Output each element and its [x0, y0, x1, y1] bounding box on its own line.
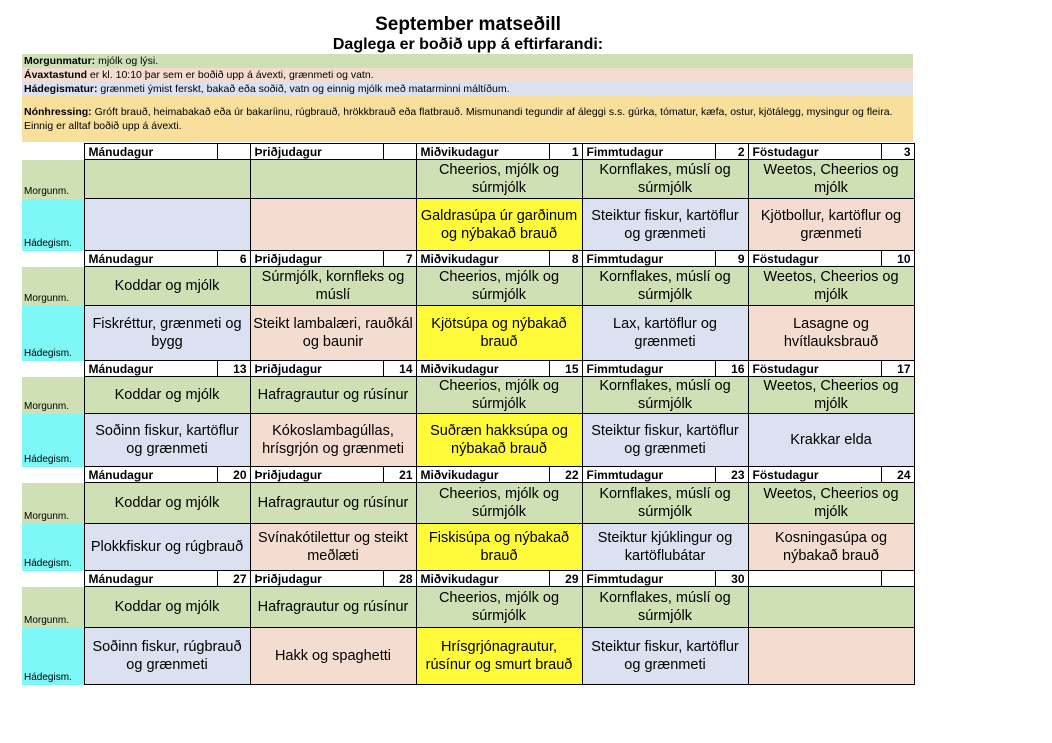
info-snack-label: Nónhressing:: [24, 106, 92, 118]
day-number: 3: [881, 144, 914, 160]
lunch-cell-tuesday: Steikt lambalæri, rauðkál og baunir: [250, 306, 416, 361]
day-number: 27: [217, 571, 250, 587]
breakfast-row: [22, 377, 914, 414]
day-name-tuesday: Þriðjudagur: [250, 467, 383, 483]
row-label-lunch: Hádegism.: [22, 414, 84, 467]
row-label-lunch: Hádegism.: [22, 524, 84, 571]
day-number: [383, 144, 416, 160]
day-number: 29: [549, 571, 582, 587]
breakfast-cell-tuesday: Hafragrautur og rúsínur: [250, 483, 416, 524]
breakfast-cell-thursday: Kornflakes, múslí og súrmjólk: [582, 587, 748, 628]
week-header-row: [22, 571, 914, 587]
day-number: 13: [217, 361, 250, 377]
breakfast-cell-thursday: Kornflakes, múslí og súrmjólk: [582, 267, 748, 306]
breakfast-cell-wednesday: Cheerios, mjólk og súrmjólk: [416, 483, 582, 524]
day-number: 8: [549, 251, 582, 267]
breakfast-row: [22, 483, 914, 524]
day-number: 23: [715, 467, 748, 483]
day-name-tuesday: Þriðjudagur: [250, 571, 383, 587]
day-name-friday: Föstudagur: [748, 467, 881, 483]
week-header-row: [22, 467, 914, 483]
breakfast-cell-wednesday: Cheerios, mjólk og súrmjólk: [416, 587, 582, 628]
day-number: 24: [881, 467, 914, 483]
page-title: September matseðill: [375, 14, 561, 35]
week-header-row: [22, 251, 914, 267]
day-name-wednesday: Miðvikudagur: [416, 571, 549, 587]
info-lunch-text: grænmeti ýmist ferskt, bakað eða soðið, vatn og einnig mjólk með matarminni máltíðum.: [97, 83, 510, 95]
day-number: 7: [383, 251, 416, 267]
breakfast-cell-friday: [748, 587, 914, 628]
lunch-cell-friday: Krakkar elda: [748, 414, 914, 467]
breakfast-cell-wednesday: Cheerios, mjólk og súrmjólk: [416, 160, 582, 199]
breakfast-cell-thursday: Kornflakes, múslí og súrmjólk: [582, 377, 748, 414]
lunch-cell-monday: [84, 199, 250, 251]
info-breakfast-label: Morgunmatur:: [24, 55, 96, 67]
info-snack-text: Gróft brauð, heimabakað eða úr bakaríinu, rúgbrauð, hrökkbrauð eða flatbrauð. Mismunandi tegundir af áleggi s.s. gúrka, tómatur, kæfa, ostur, kjötálegg, mysingur og fleira. Einnig er alltaf boðið upp á ávexti.: [24, 106, 893, 132]
lunch-cell-thursday: Steiktur fiskur, kartöflur og grænmeti: [582, 414, 748, 467]
day-name-tuesday: Þriðjudagur: [250, 361, 383, 377]
lunch-cell-thursday: Steiktur fiskur, kartöflur og grænmeti: [582, 628, 748, 685]
breakfast-row: [22, 267, 914, 306]
header-corner: [22, 467, 84, 483]
day-name-thursday: Fimmtudagur: [582, 251, 715, 267]
breakfast-cell-tuesday: [250, 160, 416, 199]
lunch-row: [22, 414, 914, 467]
breakfast-cell-monday: Koddar og mjólk: [84, 267, 250, 306]
day-number: 10: [881, 251, 914, 267]
lunch-cell-wednesday: Kjötsúpa og nýbakað brauð: [416, 306, 582, 361]
lunch-cell-monday: Soðinn fiskur, rúgbrauð og grænmeti: [84, 628, 250, 685]
row-label-lunch: Hádegism.: [22, 628, 84, 685]
day-number: 1: [549, 144, 582, 160]
menu-table: [22, 143, 915, 685]
day-name-monday: Mánudagur: [84, 571, 217, 587]
lunch-row: [22, 199, 914, 251]
breakfast-row: [22, 587, 914, 628]
row-label-lunch: Hádegism.: [22, 306, 84, 361]
lunch-cell-thursday: Steiktur kjúklingur og kartöflubátar: [582, 524, 748, 571]
lunch-cell-thursday: Lax, kartöflur og grænmeti: [582, 306, 748, 361]
info-afternoon-snack: [22, 96, 913, 142]
day-number: 6: [217, 251, 250, 267]
day-number: 15: [549, 361, 582, 377]
breakfast-row: [22, 160, 914, 199]
day-name-thursday: Fimmtudagur: [582, 571, 715, 587]
lunch-cell-monday: Plokkfiskur og rúgbrauð: [84, 524, 250, 571]
day-number: [881, 571, 914, 587]
lunch-cell-tuesday: Svínakótilettur og steikt meðlæti: [250, 524, 416, 571]
breakfast-cell-tuesday: Hafragrautur og rúsínur: [250, 377, 416, 414]
day-name-thursday: Fimmtudagur: [582, 467, 715, 483]
week-header-row: [22, 144, 914, 160]
day-number: 30: [715, 571, 748, 587]
lunch-cell-friday: Kjötbollur, kartöflur og grænmeti: [748, 199, 914, 251]
info-lunch: [22, 82, 913, 96]
header-corner: [22, 251, 84, 267]
day-name-thursday: Fimmtudagur: [582, 361, 715, 377]
day-name-monday: Mánudagur: [84, 251, 217, 267]
lunch-cell-monday: Fiskréttur, grænmeti og bygg: [84, 306, 250, 361]
day-number: 2: [715, 144, 748, 160]
breakfast-cell-friday: Weetos, Cheerios og mjólk: [748, 483, 914, 524]
day-number: 9: [715, 251, 748, 267]
day-name-wednesday: Miðvikudagur: [416, 251, 549, 267]
breakfast-cell-friday: Weetos, Cheerios og mjólk: [748, 267, 914, 306]
breakfast-cell-friday: Weetos, Cheerios og mjólk: [748, 377, 914, 414]
lunch-row: [22, 628, 914, 685]
header-corner: [22, 144, 84, 160]
lunch-cell-tuesday: [250, 199, 416, 251]
lunch-cell-wednesday: Fiskisúpa og nýbakað brauð: [416, 524, 582, 571]
day-name-friday: Föstudagur: [748, 144, 881, 160]
day-number: 21: [383, 467, 416, 483]
day-number: 28: [383, 571, 416, 587]
day-number: [217, 144, 250, 160]
breakfast-cell-monday: Koddar og mjólk: [84, 377, 250, 414]
breakfast-cell-friday: Weetos, Cheerios og mjólk: [748, 160, 914, 199]
day-number: 16: [715, 361, 748, 377]
row-label-breakfast: Morgunm.: [22, 587, 84, 628]
day-name-friday: Föstudagur: [748, 251, 881, 267]
day-name-monday: Mánudagur: [84, 361, 217, 377]
lunch-cell-friday: Kosningasúpa og nýbakað brauð: [748, 524, 914, 571]
breakfast-cell-monday: [84, 160, 250, 199]
breakfast-cell-monday: Koddar og mjólk: [84, 587, 250, 628]
lunch-cell-thursday: Steiktur fiskur, kartöflur og grænmeti: [582, 199, 748, 251]
info-breakfast: [22, 54, 913, 68]
info-breakfast-text: mjólk og lýsi.: [95, 55, 159, 67]
breakfast-cell-thursday: Kornflakes, múslí og súrmjólk: [582, 483, 748, 524]
row-label-breakfast: Morgunm.: [22, 377, 84, 414]
lunch-cell-tuesday: Hakk og spaghetti: [250, 628, 416, 685]
day-name-wednesday: Miðvikudagur: [416, 361, 549, 377]
day-number: 14: [383, 361, 416, 377]
lunch-cell-wednesday: Suðræn hakksúpa og nýbakað brauð: [416, 414, 582, 467]
info-fruit-label: Ávaxtastund: [24, 69, 88, 81]
breakfast-cell-thursday: Kornflakes, múslí og súrmjólk: [582, 160, 748, 199]
header-corner: [22, 571, 84, 587]
breakfast-cell-monday: Koddar og mjólk: [84, 483, 250, 524]
day-name-friday: [748, 571, 881, 587]
header-corner: [22, 361, 84, 377]
lunch-cell-monday: Soðinn fiskur, kartöflur og grænmeti: [84, 414, 250, 467]
breakfast-cell-wednesday: Cheerios, mjólk og súrmjólk: [416, 267, 582, 306]
lunch-cell-tuesday: Kókoslambagúllas, hrísgrjón og grænmeti: [250, 414, 416, 467]
menu-table-body: [22, 144, 914, 685]
day-name-thursday: Fimmtudagur: [582, 144, 715, 160]
day-name-monday: Mánudagur: [84, 467, 217, 483]
lunch-row: [22, 524, 914, 571]
row-label-breakfast: Morgunm.: [22, 483, 84, 524]
lunch-cell-wednesday: Hrísgrjónagrautur, rúsínur og smurt brauð: [416, 628, 582, 685]
week-header-row: [22, 361, 914, 377]
info-lunch-label: Hádegismatur:: [24, 83, 98, 95]
row-label-breakfast: Morgunm.: [22, 267, 84, 306]
lunch-row: [22, 306, 914, 361]
day-name-wednesday: Miðvikudagur: [416, 467, 549, 483]
page-subtitle: Daglega er boðið upp á eftirfarandi:: [332, 36, 604, 53]
day-number: 22: [549, 467, 582, 483]
breakfast-cell-tuesday: Súrmjólk, kornfleks og múslí: [250, 267, 416, 306]
lunch-cell-wednesday: Galdrasúpa úr garðinum og nýbakað brauð: [416, 199, 582, 251]
breakfast-cell-wednesday: Cheerios, mjólk og súrmjólk: [416, 377, 582, 414]
lunch-cell-friday: [748, 628, 914, 685]
lunch-cell-friday: Lasagne og hvítlauksbrauð: [748, 306, 914, 361]
row-label-breakfast: Morgunm.: [22, 160, 84, 199]
day-number: 20: [217, 467, 250, 483]
day-name-friday: Föstudagur: [748, 361, 881, 377]
info-fruit-time: [22, 68, 913, 82]
day-name-wednesday: Miðvikudagur: [416, 144, 549, 160]
day-name-tuesday: Þriðjudagur: [250, 251, 383, 267]
day-name-monday: Mánudagur: [84, 144, 217, 160]
day-number: 17: [881, 361, 914, 377]
day-name-tuesday: Þriðjudagur: [250, 144, 383, 160]
info-fruit-text: er kl. 10:10 þar sem er boðið upp á ávexti, grænmeti og vatn.: [87, 69, 374, 81]
breakfast-cell-tuesday: Hafragrautur og rúsínur: [250, 587, 416, 628]
row-label-lunch: Hádegism.: [22, 199, 84, 251]
